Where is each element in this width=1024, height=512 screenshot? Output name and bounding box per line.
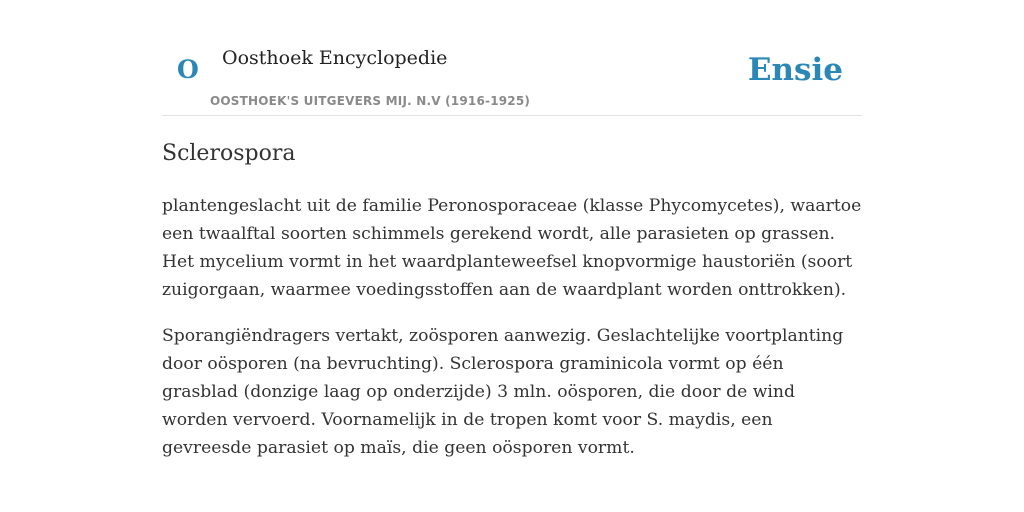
article-paragraph: Sporangiëndragers vertakt, zoösporen aanwezig. Geslachtelijke voortplanting door oösporen (na bevruchting). Sclerospora graminicola vormt op één grasblad (donzige laag op onderzijde) 3 mln. oösporen, die door de wind worden vervoerd. Voornamelijk in de tropen komt voor S. maydis, een gevreesde parasiet op maïs, die geen oösporen vormt.: [162, 326, 844, 458]
article: [162, 136, 862, 462]
site-title[interactable]: Oosthoek Encyclopedie: [222, 47, 448, 69]
brand-logo[interactable]: Ensie: [747, 52, 843, 88]
publisher-label: OOSTHOEK'S UITGEVERS MIJ. N.V (1916-1925): [210, 94, 531, 108]
article-paragraph: plantengeslacht uit de familie Peronosporaceae (klasse Phycomycetes), waartoe een twaalftal soorten schimmels gerekend wordt, alle parasieten op grassen. Het mycelium vormt in het waardplanteweefsel knopvormige haustoriën (soort zuigorgaan, waarmee voedingsstoffen aan de waardplant worden onttrokken).: [162, 196, 862, 300]
logo-letter[interactable]: O: [177, 55, 199, 84]
article-title: Sclerospora: [162, 141, 296, 166]
header-divider: [162, 115, 862, 116]
